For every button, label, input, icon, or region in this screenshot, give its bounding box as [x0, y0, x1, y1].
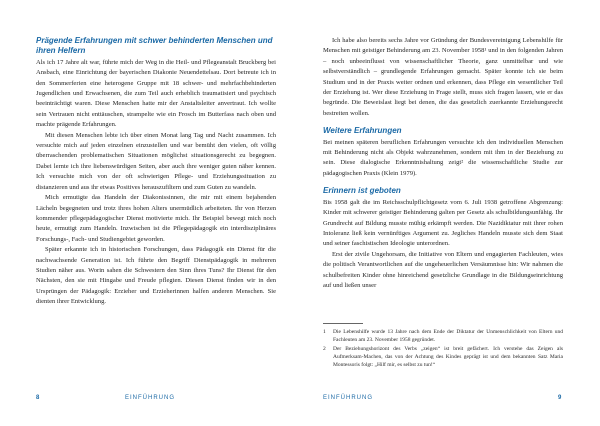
- footnote: [323, 328, 563, 344]
- running-head: EINFÜHRUNG: [323, 395, 373, 401]
- footnote-text: Der Beziehungshorizont des Verbs „zeigen“ ist breit gefächert. Ich verstehe das Zeigen als Aufmerksam-Machen, das von der Achtung des Kindes geprägt ist und dem bekannten Satz Maria Montessoris folgt: „Hilf mir, es selbst zu tun!“: [333, 346, 563, 368]
- footnote-text: Die Lebenshilfe wurde 13 Jahre nach dem Ende der Diktatur der Unmenschlichkeit von Eltern und Fachleuten am 23. November 1958 gegründet.: [333, 329, 563, 343]
- page-number: 9: [558, 395, 562, 401]
- section-heading-erinnern-ist-geboten: Erinnern ist geboten: [323, 186, 401, 196]
- paragraph: Bei meinen späteren beruflichen Erfahrungen versuchte ich den individuellen Menschen mit Behinderung nicht als Objekt wahrzunehmen, sondern mit ihm in der Beziehung zu sein. Diese dialogische Erkenntnishaltung zeigt² die wissenschaftliche Studie zur pädagogischen Praxis (Klein 1979).: [323, 138, 563, 177]
- footnote: [323, 345, 563, 369]
- footnote-divider: [323, 323, 363, 324]
- running-head: EINFÜHRUNG: [125, 395, 175, 401]
- footnote-number: 2: [323, 346, 326, 352]
- section-heading-weitere-erfahrungen: Weitere Erfahrungen: [323, 126, 402, 136]
- footnotes: [323, 328, 563, 370]
- page-number: 8: [36, 395, 40, 401]
- paragraph: Erst der zivile Ungehorsam, die Initiative von Eltern und engagierten Fachleuten, wies die politisch Verantwortlichen auf die ungeheuerlichen Versäumnisse hin: Wir nahmen die schulbefreiten Kinder ohne hinreichend gesetzliche Grundlage in die Bildungseinrichtung auf und ließen unser: [323, 250, 563, 289]
- left-text-column: [36, 36, 276, 308]
- paragraph: Mich ermutigte das Handeln der Diakonissinnen, die mir mit einem bejahenden Lächeln begegneten und trotz ihres hohen Alters unermüdlich arbeiteten. Ihr von Herzen kommender pflegepädagogischer Dienst motivierte mich. Ihr Beispiel bewegt mich noch heute, ermutigt zum Handeln. Inzwischen ist die Pflegepädagogik ein interdisziplinäres Forschungs-, Fach- und Studiengebiet geworden.: [36, 194, 276, 243]
- paragraph: Mit diesen Menschen lebte ich über einen Monat lang Tag und Nacht zusammen. Ich versuchte mich auf jeden einzelnen einzustellen und war bemüht den vielen, oft völlig überraschenden problematischen Situationen möglichst situationsgerecht zu begegnen. Dabei lernte ich ihre liebenswürdigen Seiten, aber auch ihre weniger guten näher kennen. Ich versuchte mich von der oft schwierigen Pflege- und Erziehungssituation zu distanzieren und aus ihr etwas Positives herauszufiltern und zum Guten zu wandeln.: [36, 131, 276, 191]
- right-page: [300, 0, 600, 426]
- section-heading-praegende-erfahrungen: Prägende Erfahrungen mit schwer behinderten Menschen und ihren Helfern: [36, 36, 273, 56]
- paragraph: Später erkannte ich in historischen Forschungen, dass Pädagogik ein Dienst für die nachwachsende Generation ist. Ich führte den Begriff Dienstpädagogik in mehreren Studien näher aus. Worin sahen die Schwestern den Sinn ihres Tuns? Ihr Dienst für den Nächsten, den sie mit Hingabe und Freude pflegten. Diesen Dienst finden wir in den Ursprüngen der Pädagogik: Erzieher und Erzieherinnen halfen anderen Menschen. Sie dienten ihrer Entwicklung.: [36, 246, 276, 306]
- paragraph: Als ich 17 Jahre alt war, führte mich der Weg in die Heil- und Pflegeanstalt Bruckberg bei Ansbach, eine Einrichtung der bayerischen Diakonie Neuendettelsau. Dort betreute ich in den Sommerferien eine heterogene Gruppe mit 18 schwer- und mehrfachbehinderten Jugendlichen und Erwachsenen, die zum Teil auch erheblich traumatisiert und psychisch beeinträchtigt waren. Diese Menschen hatte mir der Anstaltsleiter anvertraut. Ich wollte sein Vertrauen nicht enttäuschen, strampelte wie ein Frosch im Butterfass nach oben und machte prägende Erfahrungen.: [36, 58, 276, 129]
- paragraph: Bis 1958 galt die im Reichsschulpflichtgesetz vom 6. Juli 1938 getroffene Abgrenzung: Kinder mit schwerer geistiger Behinderung galten per Gesetz als schulbildungsunfähig. Ihr Grundrecht auf Bildung musste mühig erkämpft werden. Die Nazidiktatur mit ihrer rohen Intoleranz ließ kein vernünftiges Argument zu. Jegliches Handeln musste sich dem Staat und seiner faschistischen Ideologie unterordnen.: [323, 198, 563, 248]
- footnote-number: 1: [323, 329, 326, 335]
- paragraph: Ich habe also bereits sechs Jahre vor Gründung der Bundesvereinigung Lebenshilfe für Menschen mit geistiger Behinderung am 23. November 1958¹ und in den folgenden Jahren – noch unbeeinflusst von wissenschaftlicher Theorie, ganz unmittelbar und wie selbstverständlich – grundlegende Erfahrungen gemacht. Später konnte ich sie beim Studium und in der Praxis weiter ordnen und erkennen, dass Pflege ein wesentlicher Teil der Erziehung ist. Wer diese Erziehung in Frage stellt, muss sich fragen lassen, wie er das begründe. Die Beweislast liegt bei denen, die das gesetzlich zuerkannte Erziehungsrecht bestreiten wollen.: [323, 37, 563, 117]
- right-text-column: [323, 36, 563, 291]
